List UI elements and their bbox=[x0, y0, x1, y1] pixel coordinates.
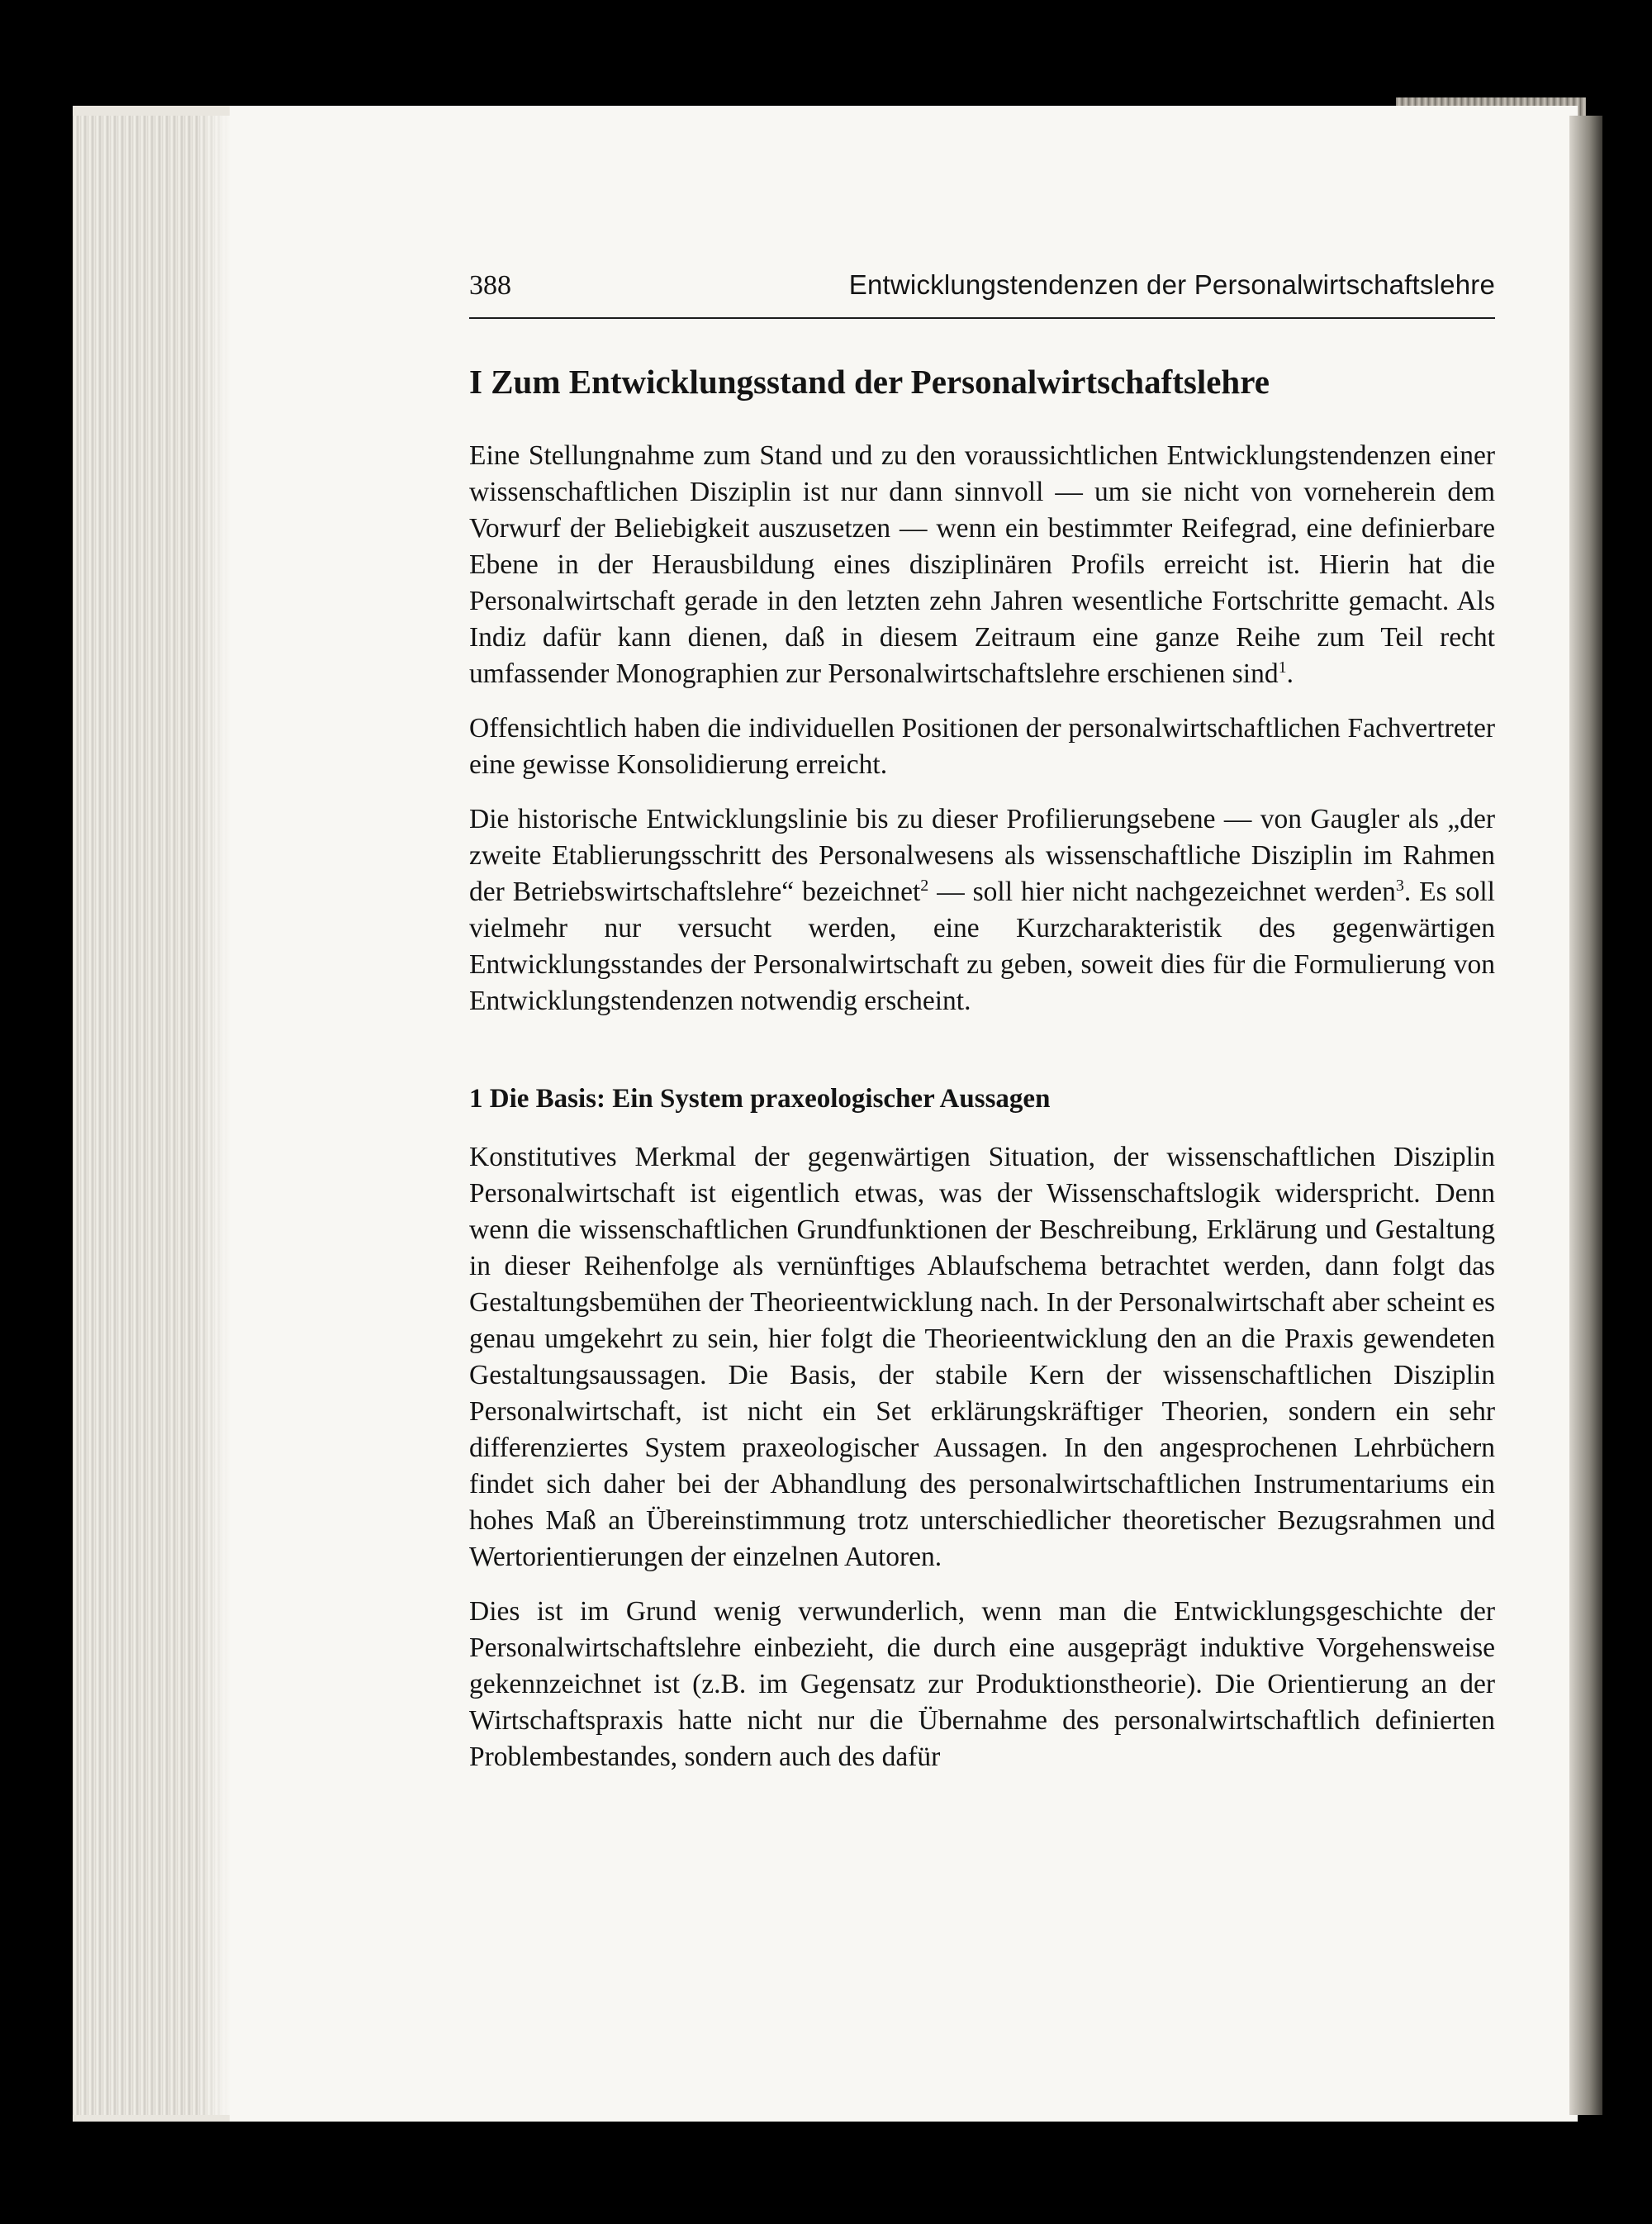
footnote-marker-1: 1 bbox=[1278, 658, 1287, 677]
chapter-heading: I Zum Entwicklungsstand der Personalwirtschaftslehre bbox=[469, 363, 1270, 401]
paragraph-1 bbox=[469, 438, 1495, 692]
page-content bbox=[469, 268, 1495, 1775]
book-gutter-shadow bbox=[1569, 116, 1602, 2115]
paragraph-3-part-2: — soll hier nicht nachgezeichnet werden bbox=[928, 877, 1396, 907]
paragraph-2: Offensichtlich haben die individuellen Positionen der personalwirtschaftlichen Fachvertreter eine gewisse Konsolidierung erreicht. bbox=[469, 713, 1495, 780]
paragraph-4: Konstitutives Merkmal der gegenwärtigen Situation, der wissenschaftlichen Disziplin Personalwirtschaft ist eigentlich etwas, was der Wissenschaftslogik widerspricht. Denn wenn die wissenschaftlichen Grundfunktionen der Beschreibung, Erklärung und Gestaltung in dieser Reihenfolge als vernünftiges Ablaufschema betrachtet werden, dann folgt das Gestaltungsbemühen der Theorieentwicklung nach. In der Personalwirtschaft aber scheint es genau umgekehrt zu sein, hier folgt die Theorieentwicklung den an die Praxis gewendeten Gestaltungsaussagen. Die Basis, der stabile Kern der wissenschaftlichen Disziplin Personalwirtschaft, ist nicht ein Set erklärungskräftiger Theorien, sondern ein sehr differenziertes System praxeologischer Aussagen. In den angesprochenen Lehrbüchern findet sich daher bei der Abhandlung des personalwirtschaftlichen Instrumentariums ein hohes Maß an Übereinstimmung trotz unterschiedlicher theoretischer Bezugsrahmen und Wertorientierungen der einzelnen Autoren. bbox=[469, 1142, 1495, 1572]
page-edges-stack bbox=[73, 116, 230, 2115]
paragraph-3-part-3: . Es soll vielmehr nur versucht werden, eine Kurzcharakteristik des gegenwärtigen Entwicklungsstandes der Personalwirtschaft zu geben, soweit dies für die Formulierung von Entwicklungstendenzen notwendig erscheint. bbox=[469, 877, 1495, 1016]
footnote-marker-2: 2 bbox=[920, 876, 929, 895]
paragraph-3-part-1: Die historische Entwicklungslinie bis zu dieser Profilierungsebene — von Gaugler als „der zweite Etablierungsschritt des Personalwesens als wissenschaftliche Disziplin im Rahmen der Betriebswirtschaftslehre“ bezeichnet bbox=[469, 804, 1495, 907]
footnote-marker-3: 3 bbox=[1395, 876, 1404, 895]
running-header bbox=[469, 268, 1495, 319]
paragraph-3 bbox=[469, 801, 1495, 1019]
paragraph-1-tail: . bbox=[1286, 658, 1294, 689]
section-heading: 1 Die Basis: Ein System praxeologischer Aussagen bbox=[469, 1084, 1051, 1114]
page-number: 388 bbox=[469, 270, 511, 301]
running-title: Entwicklungstendenzen der Personalwirtschaftslehre bbox=[848, 269, 1495, 300]
paragraph-5: Dies ist im Grund wenig verwunderlich, wenn man die Entwicklungsgeschichte der Personalwirtschaftslehre einbezieht, die durch eine ausgeprägt induktive Vorgehensweise gekennzeichnet ist (z.B. im Gegensatz zur Produktionstheorie). Die Orientierung an der Wirtschaftspraxis hatte nicht nur die Übernahme des personalwirtschaftlich definierten Problembestandes, sondern auch des dafür bbox=[469, 1596, 1495, 1772]
paragraph-1-text: Eine Stellungnahme zum Stand und zu den voraussichtlichen Entwicklungstendenzen einer wissenschaftlichen Disziplin ist nur dann sinnvoll — um sie nicht von vorneherein dem Vorwurf der Beliebigkeit auszusetzen — wenn ein bestimmter Reifegrad, eine definierbare Ebene in der Herausbildung eines disziplinären Profils erreicht ist. Hierin hat die Personalwirtschaft gerade in den letzten zehn Jahren wesentliche Fortschritte gemacht. Als Indiz dafür kann dienen, daß in diesem Zeitraum eine ganze Reihe zum Teil recht umfassender Monographien zur Personalwirtschaftslehre erschienen sind bbox=[469, 440, 1495, 689]
